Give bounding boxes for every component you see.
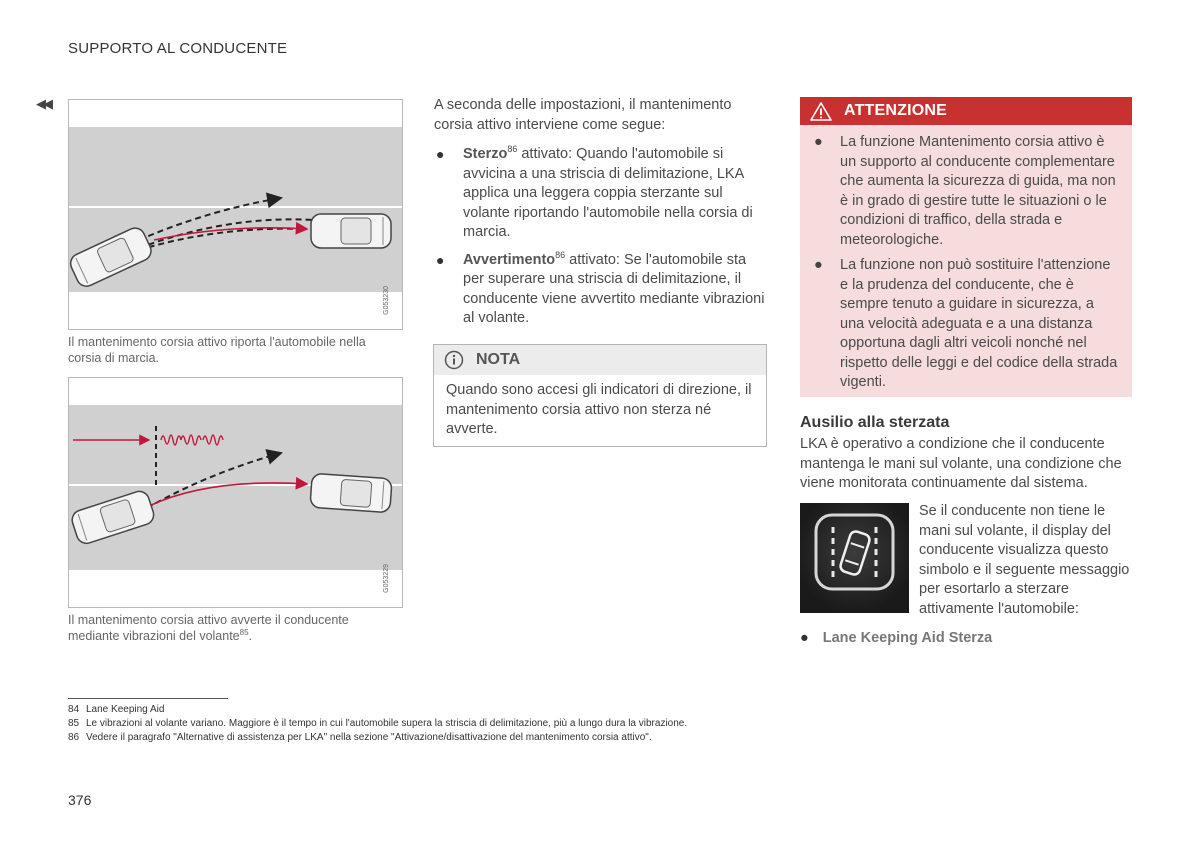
figure-caption-end: . [248,629,253,643]
page-header: SUPPORTO AL CONDUCENTE [68,40,288,57]
figure-caption: Il mantenimento corsia attivo riporta l'automobile nella corsia di marcia. [68,335,366,365]
list-item [814,256,1118,393]
lka-message-text: Lane Keeping Aid Sterza [822,630,993,646]
warning-text: La funzione Mantenimento corsia attivo è un supporto al conducente complementare che aumenta la sicurezza di guida, ma non è in grado di gestire tutte le situazioni o le condizioni di traffico, della strada e meteorologiche. [840,134,1116,248]
bullet-icon: ● [814,134,823,150]
symbol-description: Se il conducente non tiene le mani sul volante, il display del conducente visualizza questo simbolo e il seguente messaggio per esortarlo a sterzare attivamente l'automobile: [919,503,1130,617]
figure-code: G053230 [383,286,390,315]
lka-message [800,630,992,646]
footnote-text: Le vibrazioni al volante variano. Maggiore è il tempo in cui l'automobile supera la striscia di delimitazione, più a lungo dura la vibrazione. [86,718,688,729]
figure-caption-text: Il mantenimento corsia attivo avverte il conducente mediante vibrazioni del volante [68,613,349,643]
footnote-text: Lane Keeping Aid [86,704,165,715]
note-text: Quando sono accesi gli indicatori di direzione, il mantenimento corsia attivo non sterza né avverte. [446,382,752,437]
section-heading: Ausilio alla sterzata [800,414,950,431]
footnote-number: 86 [68,732,80,743]
figure-lane-return-illustration [69,100,402,329]
intro-text: A seconda delle impostazioni, il mantenimento corsia attivo interviene come segue: [434,97,732,133]
mode-list [434,145,768,337]
warning-text: La funzione non può sostituire l'attenzione e la prudenza del conducente, che è sempre tenuto a guidare in sicurezza, a una velocità adeguata e a una distanza opportuna dagli altri veicoli nonché nel rispetto delle leggi e del codice della strada vigenti. [840,257,1118,390]
figure-code: G053229 [383,564,390,593]
bullet-icon: ● [436,251,445,268]
info-icon [444,350,464,370]
note-header [434,345,766,375]
warning-title: ATTENZIONE [844,102,948,119]
warning-header [800,97,1132,125]
bullet-icon: ● [814,257,823,273]
bullet-icon: ● [436,146,445,162]
page-number: 376 [68,792,92,808]
item-text: attivato: Quando l'automobile si avvicina a una striscia di delimitazione, LKA applica una leggera coppia sterzante sul volante riportando l'automobile nella corsia di marcia. [463,146,753,240]
footnote-ref[interactable]: 85 [239,627,249,637]
figure-lane-warning [68,377,403,608]
item-term: Avvertimento [463,251,556,268]
list-item [814,133,1118,250]
figure-caption [68,612,398,644]
warning-box [800,97,1132,397]
footnote [68,732,652,743]
warning-triangle-icon [810,101,832,121]
footnote-number: 84 [68,704,80,715]
item-term: Sterzo [463,146,508,162]
footnote [68,704,164,715]
section-text: LKA è operativo a condizione che il conducente mantenga le mani sul volante, una condizione che viene monitorata continuamente dal sistema. [800,436,1122,491]
footnote-number: 85 [68,718,80,729]
footnote-text: Vedere il paragrafo "Alternative di assistenza per LKA" nella sezione "Attivazione/disattivazione del mantenimento corsia attivo". [86,732,652,743]
warning-list [800,125,1132,407]
footnote-divider [68,698,228,699]
back-arrows-icon[interactable]: ◀◀ [36,96,50,111]
lka-symbol [800,503,909,613]
footnote [68,718,687,729]
footnote-ref[interactable]: 86 [555,249,566,260]
list-item [434,145,768,243]
bullet-icon: ● [800,630,809,646]
figure-lane-warning-illustration [69,378,402,607]
figure-lane-return [68,99,403,330]
item-text: attivato: Se l'automobile sta per superare una striscia di delimitazione, il conducente viene avvertito mediante vibrazioni al volante. [463,251,765,326]
footnote-ref[interactable]: 86 [507,144,518,155]
note-title: NOTA [476,351,521,368]
list-item [434,251,768,329]
note-box [433,344,767,447]
hands-off-steering-icon [800,503,909,613]
